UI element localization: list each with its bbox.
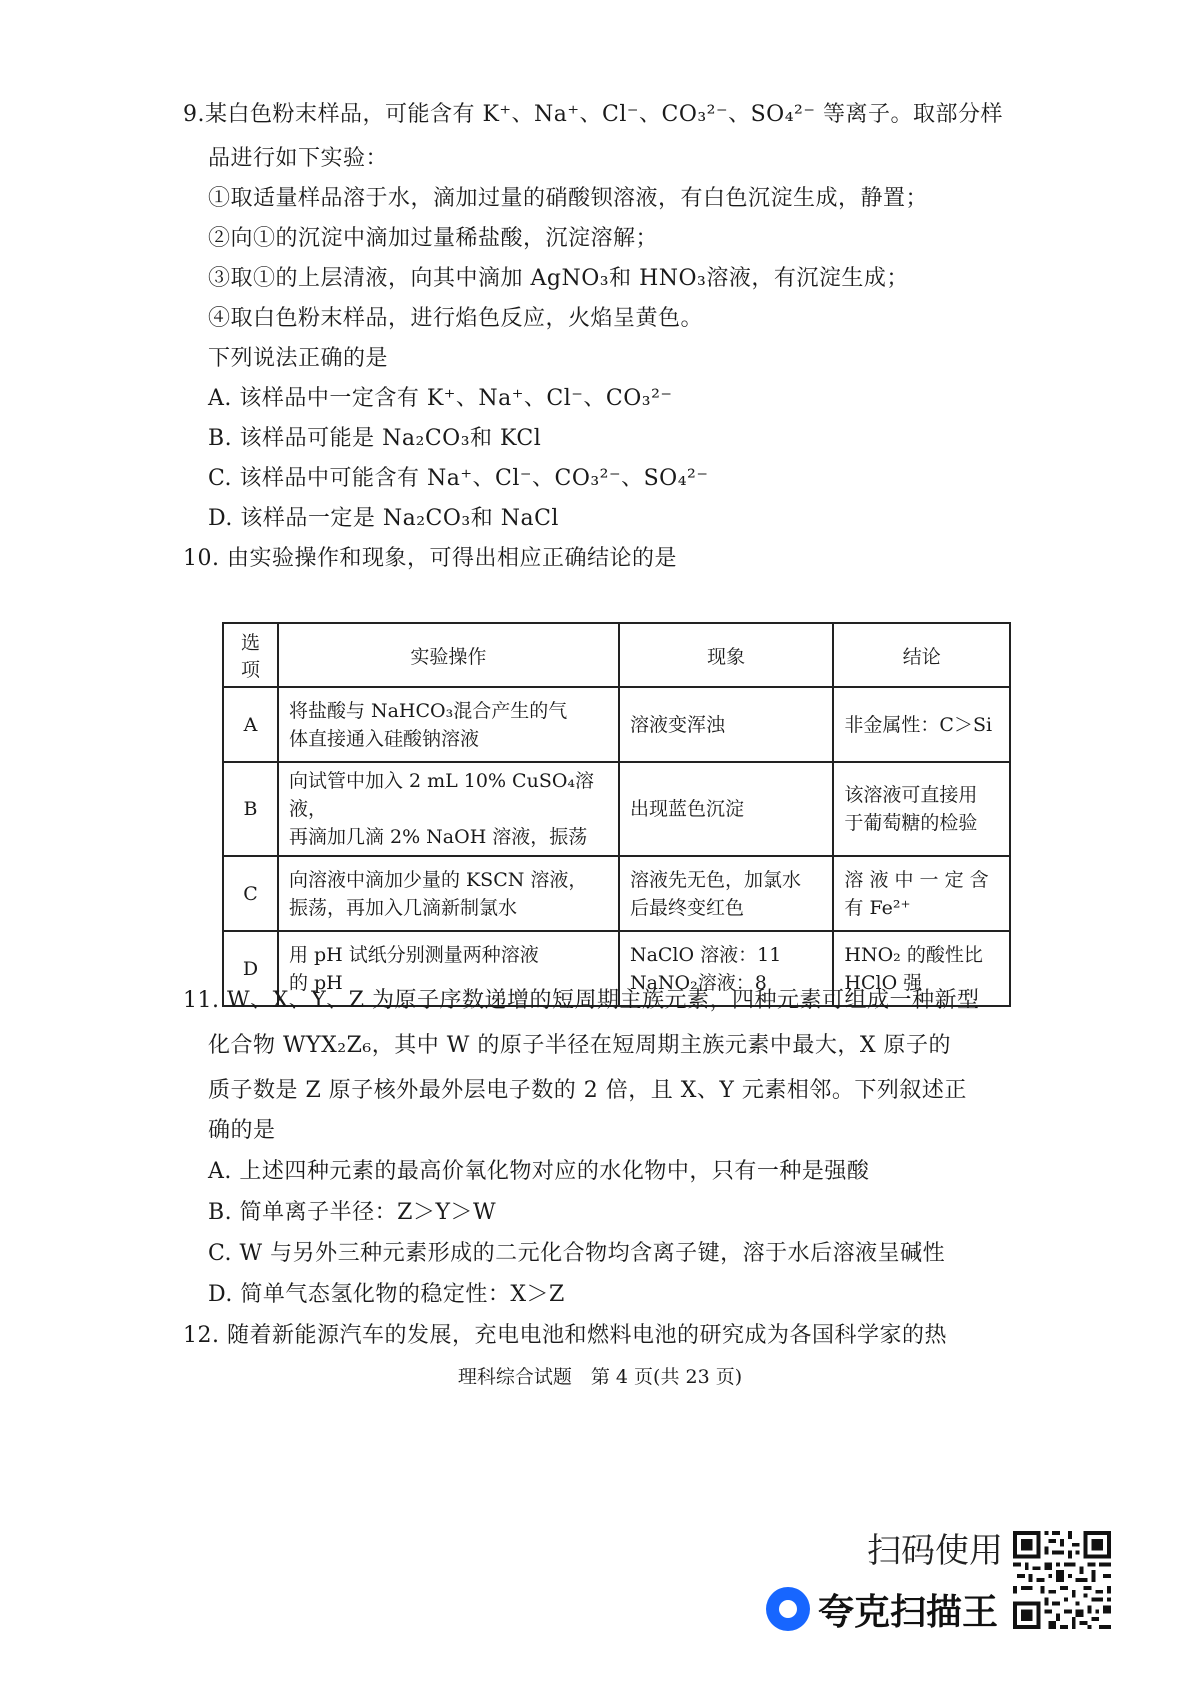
q9-prompt: 下列说法正确的是 — [208, 346, 389, 371]
q9-stem-line-1: 9.某白色粉末样品，可能含有 K⁺、Na⁺、Cl⁻、CO₃²⁻、SO₄²⁻ 等离子。取部分样 — [183, 102, 1003, 127]
q9-option-b: B. 该样品可能是 Na₂CO₃和 KCl — [208, 426, 542, 451]
row-phenomenon: 出现蓝色沉淀 — [619, 762, 833, 856]
q9-step-1: ①取适量样品溶于水，滴加过量的硝酸钡溶液，有白色沉淀生成，静置； — [208, 186, 929, 211]
row-option: B — [223, 762, 278, 856]
row-operation: 将盐酸与 NaHCO₃混合产生的气 体直接通入硅酸钠溶液 — [278, 687, 619, 762]
quark-logo-icon — [766, 1587, 810, 1631]
q10-stem: 10. 由实验操作和现象，可得出相应正确结论的是 — [183, 546, 677, 571]
page-footer: 理科综合试题 第 4 页(共 23 页) — [457, 1366, 743, 1388]
row-option: A — [223, 687, 278, 762]
q9-option-c: C. 该样品中可能含有 Na⁺、Cl⁻、CO₃²⁻、SO₄²⁻ — [208, 466, 709, 491]
table-row — [223, 687, 1010, 762]
row-operation: 向溶液中滴加少量的 KSCN 溶液， 振荡，再加入几滴新制氯水 — [278, 856, 619, 931]
q11-stem-line-4: 确的是 — [208, 1118, 276, 1143]
watermark-brand-text: 夸克扫描王 — [818, 1591, 999, 1633]
row-operation: 用 pH 试纸分别测量两种溶液 的 pH — [278, 931, 619, 1006]
header-operation: 实验操作 — [278, 623, 619, 687]
header-phenomenon: 现象 — [619, 623, 833, 687]
row-conclusion: HNO₂ 的酸性比 HClO 强 — [833, 931, 1010, 1006]
table-row — [223, 856, 1010, 931]
row-conclusion: 该溶液可直接用 于葡萄糖的检验 — [833, 762, 1010, 856]
row-option: D — [223, 931, 278, 1006]
q11-option-a: A. 上述四种元素的最高价氧化物对应的水化物中，只有一种是强酸 — [208, 1159, 870, 1184]
q9-option-d: D. 该样品一定是 Na₂CO₃和 NaCl — [208, 506, 559, 531]
table-header-row — [223, 623, 1010, 687]
row-phenomenon: 溶液先无色，加氯水 后最终变红色 — [619, 856, 833, 931]
row-conclusion: 非金属性：C＞Si — [833, 687, 1010, 762]
header-conclusion: 结论 — [833, 623, 1010, 687]
q11-option-b: B. 简单离子半径：Z＞Y＞W — [208, 1200, 497, 1225]
table-row — [223, 762, 1010, 856]
q11-option-c: C. W 与另外三种元素形成的二元化合物均含离子键，溶于水后溶液呈碱性 — [208, 1241, 946, 1266]
q9-step-2: ②向①的沉淀中滴加过量稀盐酸，沉淀溶解； — [208, 226, 659, 251]
q9-stem-line-2: 品进行如下实验： — [208, 146, 389, 171]
qr-code-icon — [1013, 1531, 1111, 1629]
q12-stem-line-1: 12. 随着新能源汽车的发展，充电电池和燃料电池的研究成为各国科学家的热 — [183, 1323, 947, 1348]
q9-step-4: ④取白色粉末样品，进行焰色反应，火焰呈黄色。 — [208, 306, 704, 331]
q11-stem-line-3: 质子数是 Z 原子核外最外层电子数的 2 倍，且 X、Y 元素相邻。下列叙述正 — [208, 1078, 967, 1103]
q11-stem-line-1: 11. W、X、Y、Z 为原子序数递增的短周期主族元素，四种元素可组成一种新型 — [183, 988, 980, 1013]
watermark-brand — [766, 1586, 998, 1632]
q11-option-d: D. 简单气态氢化物的稳定性：X＞Z — [208, 1282, 565, 1307]
q9-option-a: A. 该样品中一定含有 K⁺、Na⁺、Cl⁻、CO₃²⁻ — [208, 386, 673, 411]
header-option: 选项 — [223, 623, 278, 687]
watermark-scan-text: 扫码使用 — [867, 1531, 1003, 1571]
row-phenomenon: 溶液变浑浊 — [619, 687, 833, 762]
q11-stem-line-2: 化合物 WYX₂Z₆，其中 W 的原子半径在短周期主族元素中最大，X 原子的 — [208, 1033, 951, 1058]
q10-table — [222, 622, 1011, 1007]
row-option: C — [223, 856, 278, 931]
row-conclusion: 溶 液 中 一 定 含 有 Fe²⁺ — [833, 856, 1010, 931]
q9-step-3: ③取①的上层清液，向其中滴加 AgNO₃和 HNO₃溶液，有沉淀生成； — [208, 266, 909, 291]
row-phenomenon: NaClO 溶液：11 NaNO₂溶液：8 — [619, 931, 833, 1006]
row-operation: 向试管中加入 2 mL 10% CuSO₄溶液， 再滴加几滴 2% NaOH 溶液，振荡 — [278, 762, 619, 856]
